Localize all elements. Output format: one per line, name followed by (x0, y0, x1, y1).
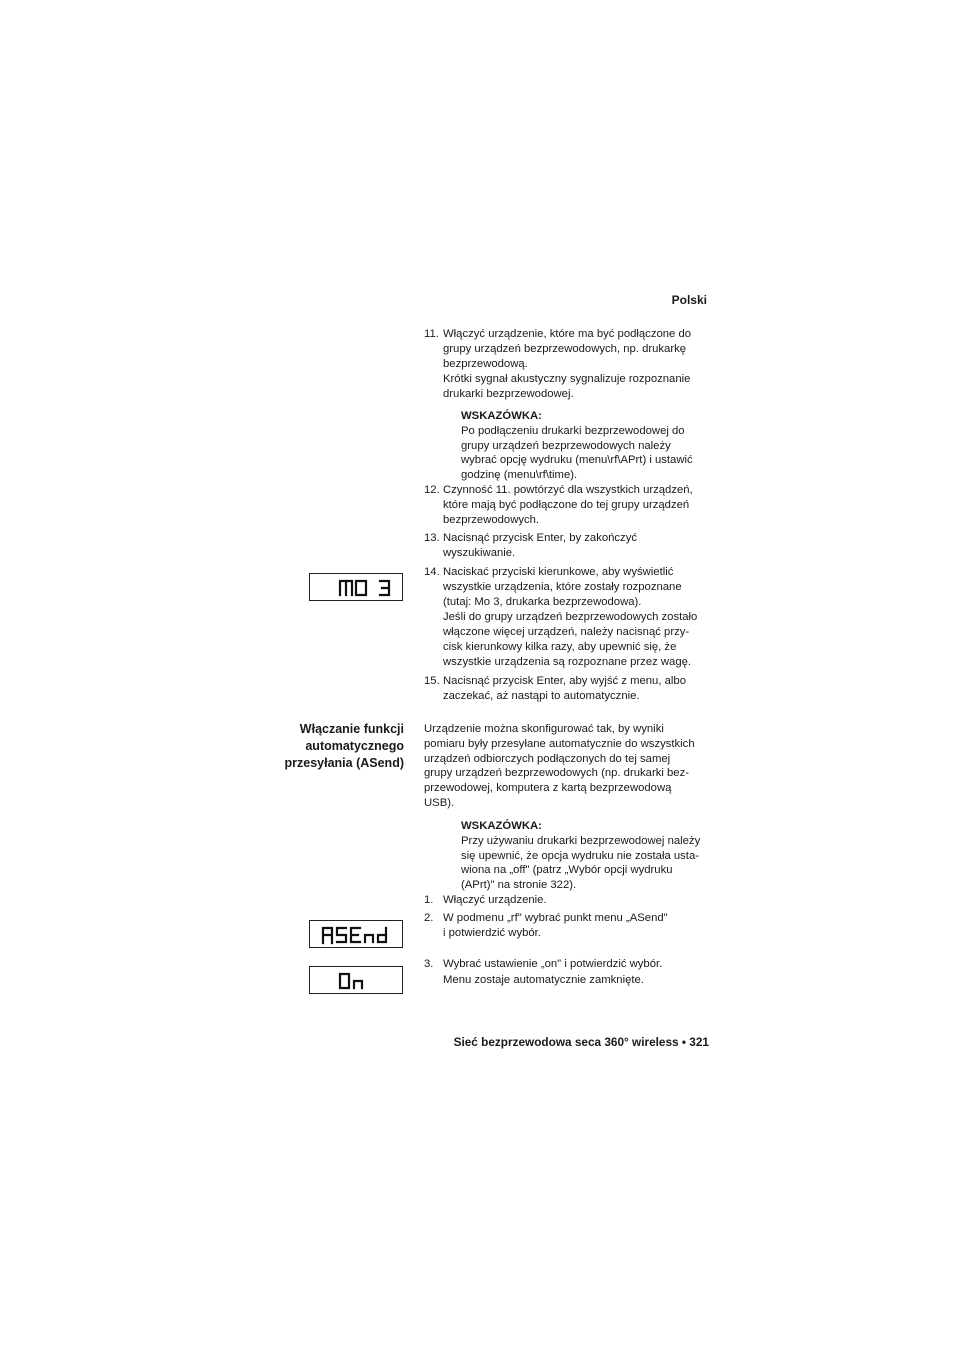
note-box (461, 819, 716, 893)
note-box (461, 409, 716, 483)
lcd-display-mo3 (309, 573, 403, 601)
intro-line: grupy urządzeń bezprzewodowych (np. drukarki bez- (424, 767, 689, 780)
step-line: drukarki bezprzewodowej. (443, 388, 574, 401)
seven-segment-mo3-icon (310, 574, 404, 602)
lcd-display-asend (309, 920, 403, 948)
step-line: (tutaj: Mo 3, drukarka bezprzewodowa). (443, 595, 642, 608)
intro-line: pomiaru były przesyłane automatycznie do wszystkich (424, 737, 695, 750)
note-line: wiona na „off" (patrz „Wybór opcji wydruku (461, 864, 673, 877)
step-line: wszystkie urządzenia są rozpoznane przez wagę. (443, 655, 692, 668)
intro-line: Urządzenie można skonfigurować tak, by wyniki (424, 723, 664, 735)
section-title-line: Włączanie funkcji (299, 722, 404, 736)
step-line: Menu zostaje automatycznie zamknięte. (443, 973, 644, 986)
step-number: 2. (424, 912, 434, 924)
step-line: włączone więcej urządzeń, należy nacisnąć przy- (443, 626, 690, 639)
step-line: Włączyć urządzenie, które ma być podłączone do (443, 328, 692, 340)
note-line: (APrt)" na stronie 322). (461, 879, 577, 892)
step-line: grupy urządzeń bezprzewodowych, np. drukarkę (443, 342, 687, 355)
page-footer: Sieć bezprzewodowa seca 360° wireless • 321 (453, 1035, 709, 1049)
section-title-line: przesyłania (ASend) (284, 756, 404, 770)
step-line: Czynność 11. powtórzyć dla wszystkich urządzeń, (443, 484, 693, 496)
section-title-line: automatycznego (305, 739, 404, 753)
step-line: W podmenu „rf" wybrać punkt menu „ASend" (443, 912, 668, 924)
step-line: Naciskać przyciski kierunkowe, aby wyświetlić (443, 566, 674, 578)
step-line: Wybrać ustawienie „on" i potwierdzić wybór. (443, 958, 663, 970)
note-line: grupy urządzeń bezprzewodowych należy (461, 439, 671, 452)
lcd-display-on (309, 966, 403, 994)
step-line: Krótki sygnał akustyczny sygnalizuje rozpoznanie (443, 373, 691, 386)
step-line: zaczekać, aż nastąpi to automatycznie. (443, 689, 640, 702)
note-line: Przy używaniu drukarki bezprzewodowej należy (461, 834, 701, 847)
step-number: 12. (424, 484, 440, 496)
step-number: 11. (424, 328, 439, 340)
note-heading: WSKAZÓWKA: (461, 820, 542, 832)
step-number: 14. (424, 566, 440, 578)
note-line: Po podłączeniu drukarki bezprzewodowej do (461, 424, 685, 437)
note-heading: WSKAZÓWKA: (461, 410, 542, 422)
intro-line: urządzeń odbiorczych podłączonych do tej samej (424, 752, 671, 765)
step-line: które mają być podłączone do tej grupy urządzeń (443, 498, 690, 511)
section-title (250, 721, 404, 772)
step-line: Jeśli do grupy urządzeń bezprzewodowych zostało (443, 611, 698, 624)
step-line: bezprzewodowych. (443, 513, 540, 526)
seven-segment-on-icon (310, 967, 404, 995)
step-line: Nacisnąć przycisk Enter, by zakończyć (443, 532, 637, 544)
step-line: i potwierdzić wybór. (443, 926, 541, 939)
step-line: wyszukiwanie. (443, 546, 516, 559)
step-number: 3. (424, 958, 434, 970)
step-line: wszystkie urządzenia, które zostały rozpoznane (443, 580, 682, 593)
step-number: 15. (424, 675, 440, 687)
note-line: wybrać opcję wydruku (menu\rf\APrt) i ustawić (461, 454, 693, 467)
step-line: Nacisnąć przycisk Enter, aby wyjść z menu, albo (443, 675, 686, 687)
step-line: cisk kierunkowy kilka razy, aby upewnić się, że (443, 640, 677, 653)
intro-line: przewodowej, komputera z kartą bezprzewodową (424, 782, 672, 795)
note-line: godzinę (menu\rf\time). (461, 469, 578, 482)
intro-line: USB). (424, 796, 455, 809)
seven-segment-asend-icon (310, 921, 404, 949)
step-line: Włączyć urządzenie. (443, 894, 547, 906)
step-line: bezprzewodową. (443, 357, 528, 370)
step-number: 13. (424, 532, 440, 544)
step-number: 1. (424, 894, 434, 906)
section-intro (424, 722, 714, 811)
note-line: się upewnić, że opcja wydruku nie została usta- (461, 849, 699, 862)
page-language: Polski (671, 293, 707, 307)
